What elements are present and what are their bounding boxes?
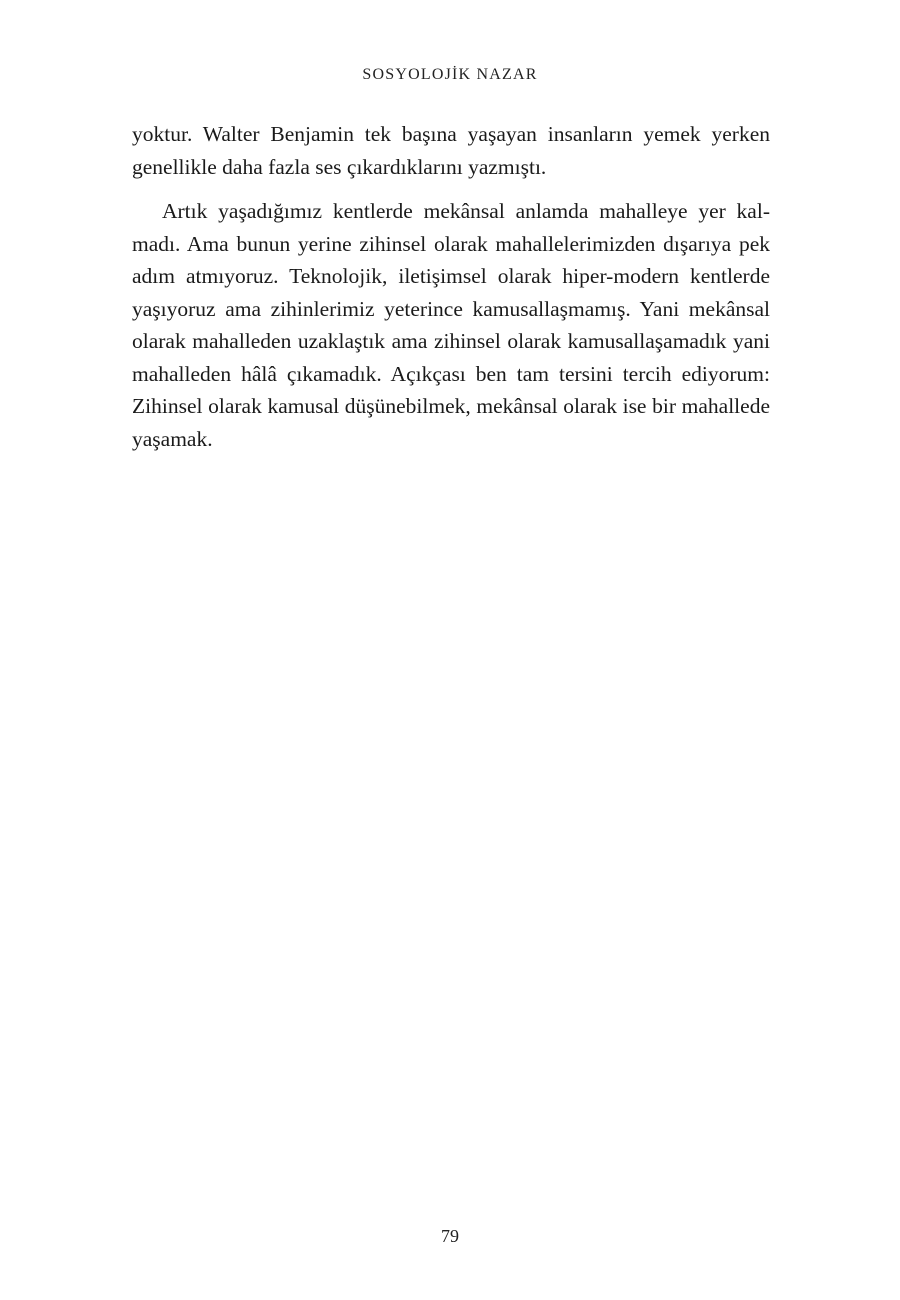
body-text	[132, 118, 770, 455]
running-title: SOSYOLOJİK NAZAR	[362, 66, 538, 83]
page-number: 79	[441, 1226, 459, 1246]
running-header	[0, 66, 900, 84]
paragraph: Artık yaşadığımız kentlerde mekânsal anlamda mahalleye yer kalmadı. Ama bunun yerine zihinsel olarak mahallelerimizden dışarıya pek adım atmıyoruz. Teknolojik, iletişimsel olarak hiper-modern kentlerde yaşıyoruz ama zihinlerimiz yeterince kamusallaşmamış. Yani mekânsal olarak mahalleden uzaklaştık ama zihinsel olarak kamusallaşamadık yani mahalleden hâlâ çıkamadık. Açıkçası ben tam tersini tercih ediyorum: Zihinsel olarak kamusal düşünebilmek, mekânsal olarak ise bir mahallede yaşamak.	[132, 199, 770, 451]
paragraph-continued: yoktur. Walter Benjamin tek başına yaşayan insanların yemek yerken genellikle daha fazla ses çıkardıklarını yazmıştı.	[132, 122, 770, 179]
